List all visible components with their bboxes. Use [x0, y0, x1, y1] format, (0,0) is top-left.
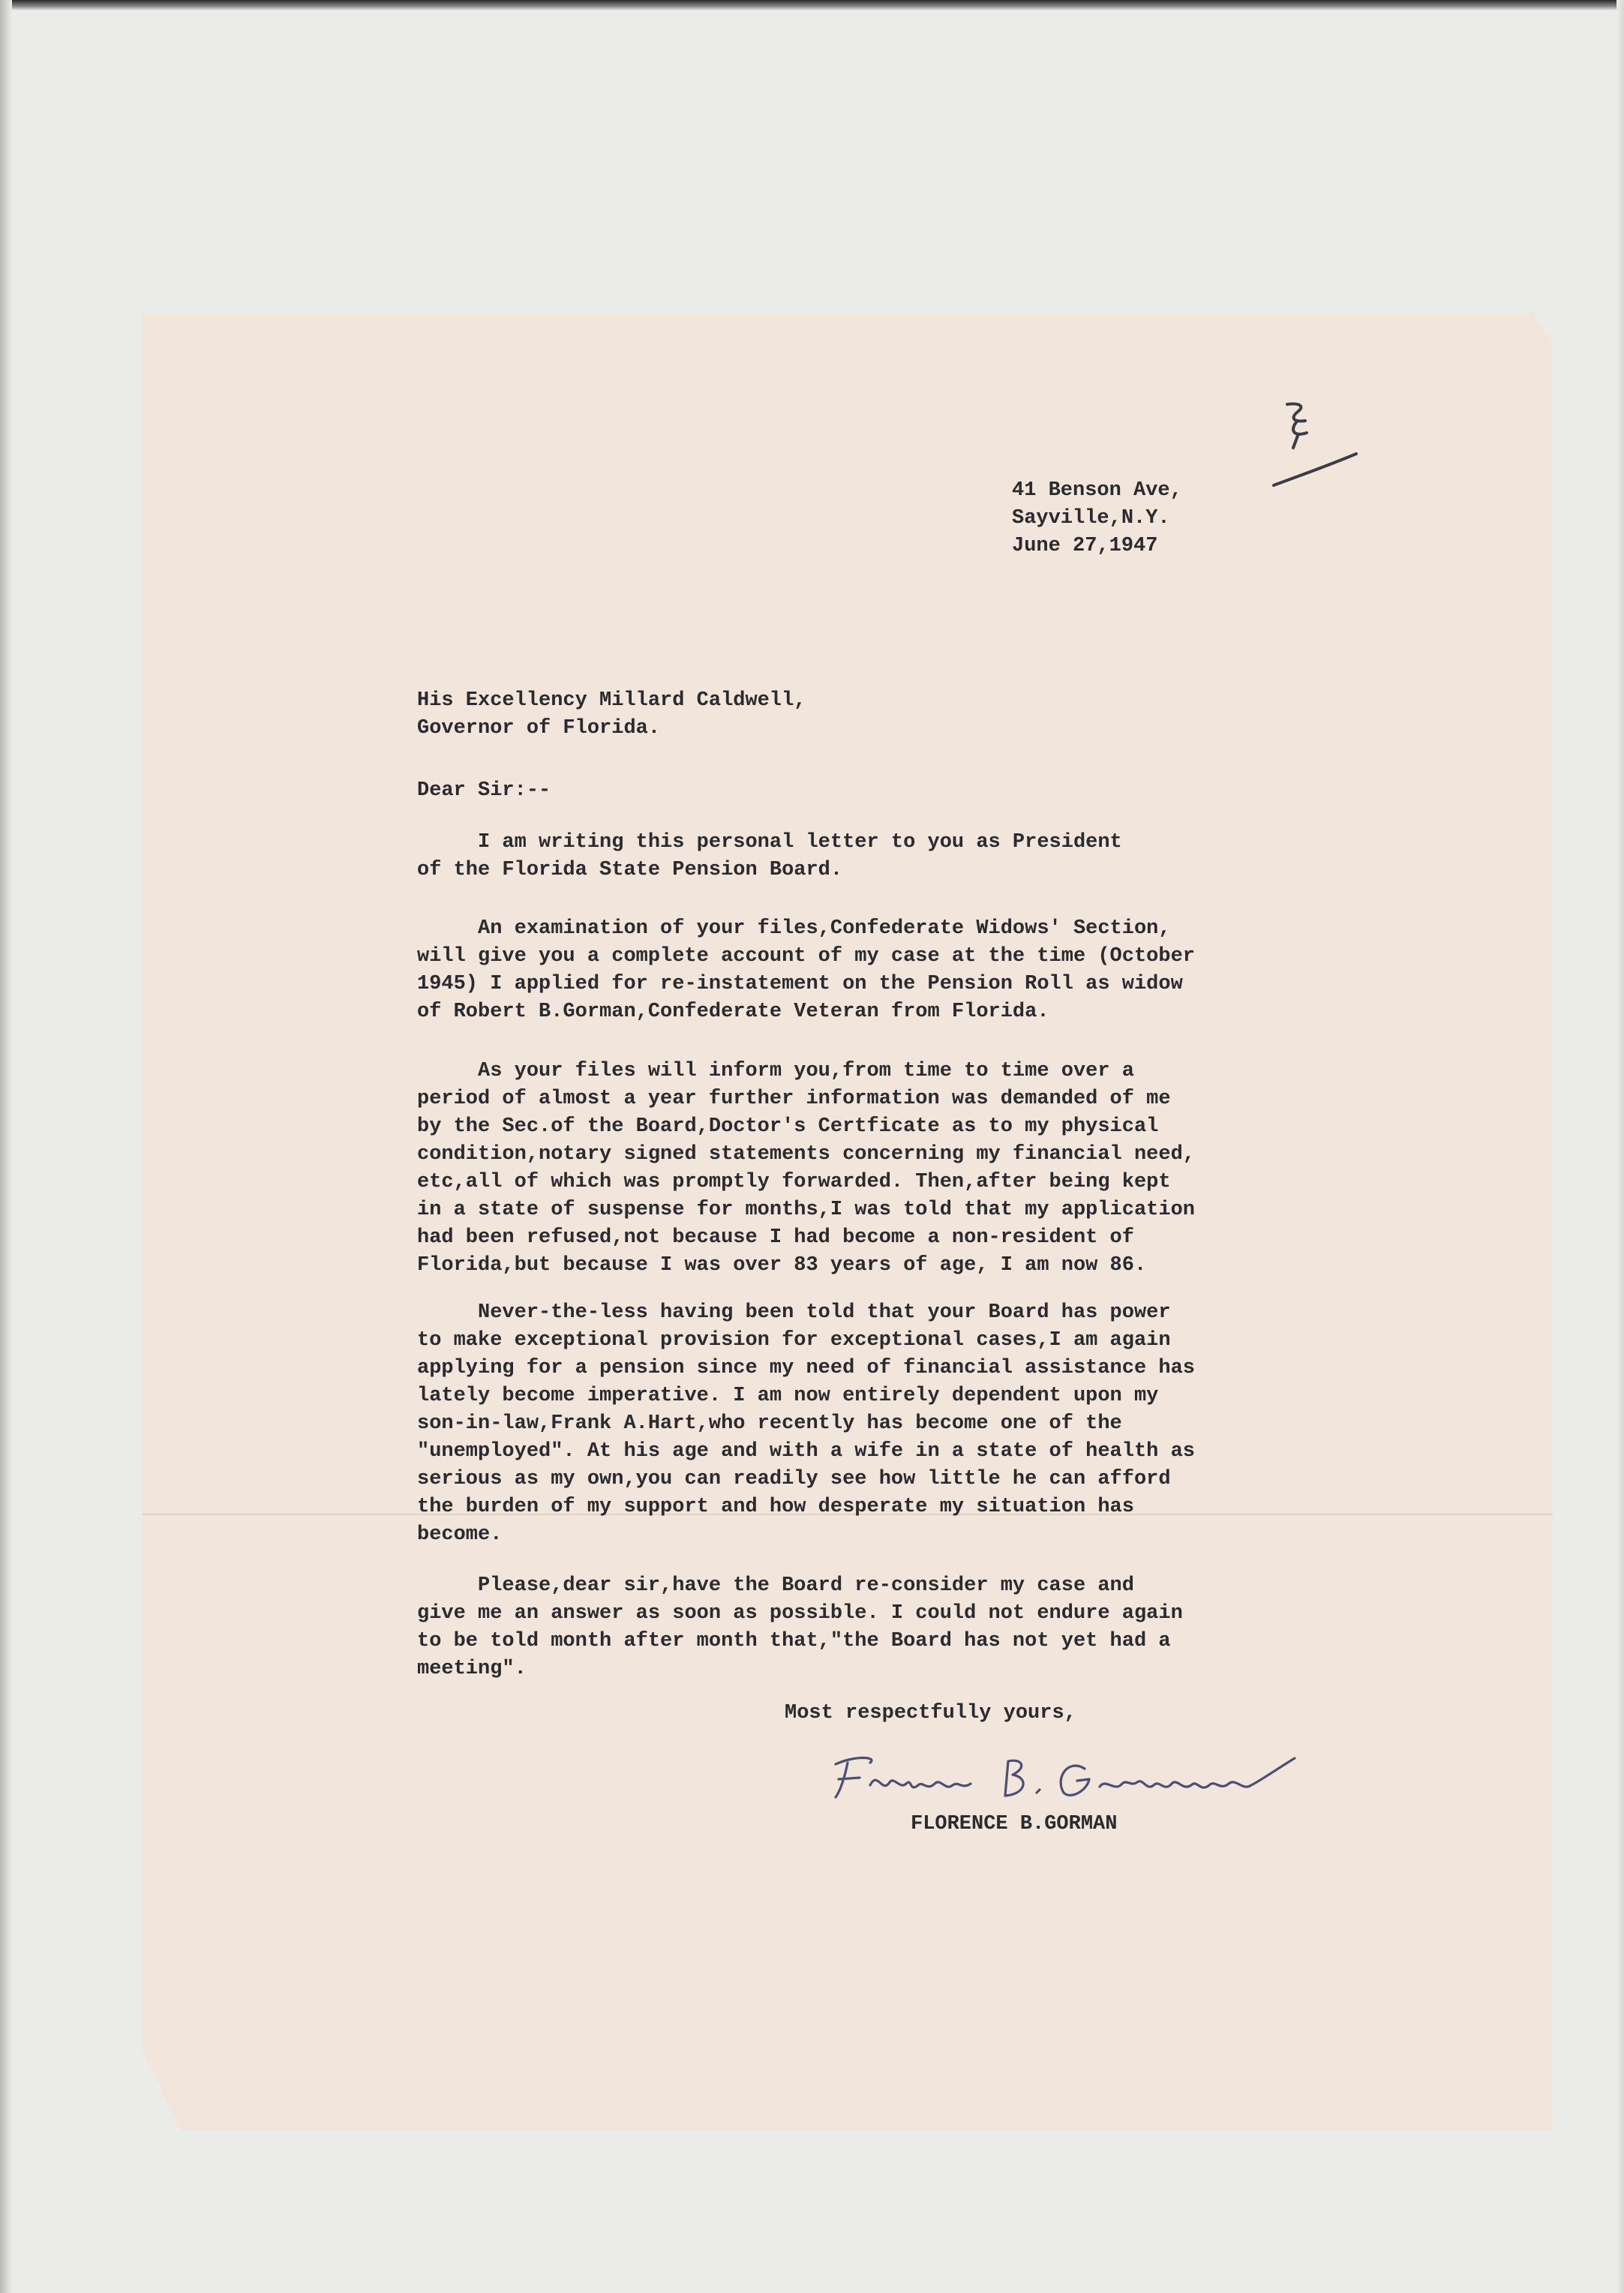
- handwritten-margin-mark: [1268, 394, 1365, 491]
- salutation: Dear Sir:--: [417, 779, 551, 802]
- scan-edge-left: [0, 0, 12, 2293]
- scan-edge-top: [0, 0, 1624, 11]
- paragraph-5: Please,dear sir,have the Board re-consider my case and give me an answer as soon as possible. I could not endure again to be told month after month that,"the Board has not yet had a meeting".: [417, 1574, 1183, 1680]
- handwritten-signature: [825, 1748, 1365, 1808]
- paragraph-1: I am writing this personal letter to you as President of the Florida State Pension Board.: [417, 831, 1122, 881]
- scan-edge-right: [1616, 0, 1624, 2293]
- paragraph-4: Never-the-less having been told that your Board has power to make exceptional provision for exceptional cases,I am again applying for a pension since my need of financial assistance has lately become imperative. I am now entirely dependent upon my son-in-law,Frank A.Hart,who recently has become one of the "unemployed". At his age and with a wife in a state of health as serious as my own,you can readily see how little he can afford the burden of my support and how desperate my situation has become.: [417, 1301, 1195, 1546]
- recipient-block: His Excellency Millard Caldwell, Governor of Florida.: [417, 689, 806, 740]
- typed-signature-name: FLORENCE B.GORMAN: [911, 1813, 1118, 1835]
- closing-line: Most respectfully yours,: [785, 1702, 1076, 1724]
- sender-address: 41 Benson Ave, Sayville,N.Y. June 27,1947: [1012, 479, 1182, 557]
- paragraph-2: An examination of your files,Confederate Widows' Section, will give you a complete account of my case at the time (October 1945) I applied for re-instatement on the Pension Roll as widow of Robert B.Gorman,Confederate Veteran from Florida.: [417, 917, 1195, 1023]
- paragraph-3: As your files will inform you,from time to time over a period of almost a year further information was demanded of me by the Sec.of the Board,Doctor's Certficate as to my physical condition,notary signed statements concerning my financial need, etc,all of which was promptly forwarded. Then,after being kept in a state of suspense for months,I was told that my application had been refused,not because I had become a non-resident of Florida,but because I was over 83 years of age, I am now 86.: [417, 1060, 1195, 1277]
